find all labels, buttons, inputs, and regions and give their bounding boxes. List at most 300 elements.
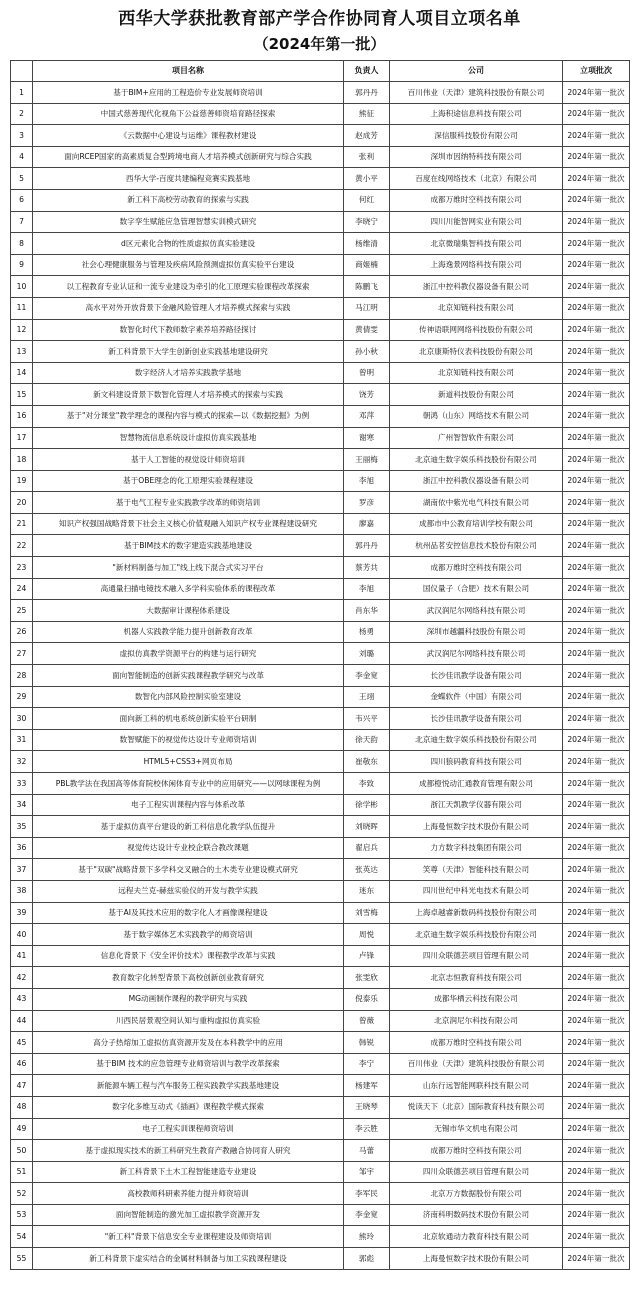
cell-project-name: 基于BIM 技术的应急管理专业师资培训与教学改革探索 — [33, 1053, 344, 1075]
table-row — [11, 837, 630, 859]
cell-project-name: 新工科背景下大学生创新创业实践基地建设研究 — [33, 341, 344, 363]
table-row — [11, 794, 630, 816]
cell-number: 40 — [11, 924, 33, 946]
cell-batch: 2024年第一批次 — [563, 751, 630, 773]
cell-number: 14 — [11, 362, 33, 384]
cell-batch: 2024年第一批次 — [563, 405, 630, 427]
cell-number: 3 — [11, 125, 33, 147]
cell-project-name: 基于"双碳"战略背景下多学科交叉融合的土木类专业建设模式研究 — [33, 859, 344, 881]
document-title: 西华大学获批教育部产学合作协同育人项目立项名单 — [118, 9, 521, 29]
table-row — [11, 686, 630, 708]
cell-batch: 2024年第一批次 — [563, 1226, 630, 1248]
cell-project-name: 基于虚拟仿真平台建设的新工科信息化教学队伍提升 — [33, 816, 344, 838]
cell-number: 21 — [11, 513, 33, 535]
cell-owner: 韩锐 — [344, 1032, 390, 1054]
cell-batch: 2024年第一批次 — [563, 362, 630, 384]
cell-company: 四川狼码教育科技有限公司 — [390, 751, 563, 773]
cell-company: 朝鸿（山东）网络技术有限公司 — [390, 405, 563, 427]
cell-company: 百度在线网络技术（北京）有限公司 — [390, 168, 563, 190]
cell-project-name: 基于人工智能的视觉设计师资培训 — [33, 449, 344, 471]
cell-project-name: "新材料制备与加工"线上线下混合式实习平台 — [33, 557, 344, 579]
cell-project-name: 机器人实践教学能力提升创新教育改革 — [33, 621, 344, 643]
cell-project-name: 新工科背景下虚实结合的金属材料制备与加工实践课程建设 — [33, 1248, 344, 1270]
cell-company: 济南科明数码技术股份有限公司 — [390, 1204, 563, 1226]
table-row — [11, 1118, 630, 1140]
table-row — [11, 967, 630, 989]
cell-owner: 李旭 — [344, 578, 390, 600]
header-batch: 立项批次 — [563, 61, 630, 82]
cell-owner: 刘晓晖 — [344, 816, 390, 838]
cell-number: 37 — [11, 859, 33, 881]
cell-batch: 2024年第一批次 — [563, 945, 630, 967]
cell-company: 北京万方数据股份有限公司 — [390, 1183, 563, 1205]
cell-batch: 2024年第一批次 — [563, 600, 630, 622]
cell-batch: 2024年第一批次 — [563, 557, 630, 579]
cell-number: 5 — [11, 168, 33, 190]
cell-company: 成都橙悦动汇通教育管理有限公司 — [390, 773, 563, 795]
cell-batch: 2024年第一批次 — [563, 82, 630, 104]
cell-project-name: d区元素化合物的性质虚拟仿真实验建设 — [33, 233, 344, 255]
cell-batch: 2024年第一批次 — [563, 880, 630, 902]
table-row — [11, 146, 630, 168]
cell-owner: 李金宽 — [344, 665, 390, 687]
table-row — [11, 1140, 630, 1162]
cell-number: 13 — [11, 341, 33, 363]
cell-owner: 李金宽 — [344, 1204, 390, 1226]
cell-company: 武汉润尼尔网络科技有限公司 — [390, 643, 563, 665]
cell-project-name: 川西民居景观空间认知与重构虚拟仿真实验 — [33, 1010, 344, 1032]
cell-number: 7 — [11, 211, 33, 233]
cell-project-name: MG动画制作课程的教学研究与实践 — [33, 988, 344, 1010]
table-row — [11, 1032, 630, 1054]
cell-number: 34 — [11, 794, 33, 816]
cell-batch: 2024年第一批次 — [563, 859, 630, 881]
cell-owner: 邓萍 — [344, 405, 390, 427]
table-row — [11, 988, 630, 1010]
cell-project-name: 新文科建设背景下数智化管理人才培养模式的探索与实践 — [33, 384, 344, 406]
cell-number: 23 — [11, 557, 33, 579]
cell-project-name: 基于BIM技术的数字建造实践基地建设 — [33, 535, 344, 557]
table-row — [11, 427, 630, 449]
cell-project-name: 西华大学-百度共建编程竞赛实践基地 — [33, 168, 344, 190]
cell-number: 41 — [11, 945, 33, 967]
cell-owner: 陈鹏飞 — [344, 276, 390, 298]
table-row — [11, 859, 630, 881]
cell-batch: 2024年第一批次 — [563, 125, 630, 147]
cell-number: 45 — [11, 1032, 33, 1054]
cell-batch: 2024年第一批次 — [563, 1096, 630, 1118]
cell-batch: 2024年第一批次 — [563, 384, 630, 406]
table-row — [11, 1075, 630, 1097]
cell-company: 百川伟业（天津）建筑科技股份有限公司 — [390, 82, 563, 104]
cell-project-name: 基于"对分课堂"教学理念的课程内容与模式的探索—以《数据挖掘》为例 — [33, 405, 344, 427]
cell-company: 悦读天下（北京）国际教育科技有限公司 — [390, 1096, 563, 1118]
cell-owner: 翟启兵 — [344, 837, 390, 859]
cell-project-name: 新工科背景下土木工程智能建造专业建设 — [33, 1161, 344, 1183]
cell-owner: 廖嘉 — [344, 513, 390, 535]
cell-batch: 2024年第一批次 — [563, 686, 630, 708]
cell-number: 44 — [11, 1010, 33, 1032]
cell-batch: 2024年第一批次 — [563, 492, 630, 514]
cell-owner: 郭彪 — [344, 1248, 390, 1270]
cell-batch: 2024年第一批次 — [563, 1032, 630, 1054]
cell-number: 25 — [11, 600, 33, 622]
cell-number: 29 — [11, 686, 33, 708]
cell-number: 52 — [11, 1183, 33, 1205]
cell-number: 47 — [11, 1075, 33, 1097]
cell-batch: 2024年第一批次 — [563, 146, 630, 168]
table-row — [11, 880, 630, 902]
table-row — [11, 816, 630, 838]
cell-owner: 徐学彬 — [344, 794, 390, 816]
cell-owner: 李晓宁 — [344, 211, 390, 233]
cell-number: 26 — [11, 621, 33, 643]
table-row — [11, 1248, 630, 1270]
table-row — [11, 1010, 630, 1032]
cell-company: 浙江天凯教学仪器有限公司 — [390, 794, 563, 816]
cell-owner: 王晓琴 — [344, 1096, 390, 1118]
cell-batch: 2024年第一批次 — [563, 1183, 630, 1205]
cell-batch: 2024年第一批次 — [563, 988, 630, 1010]
cell-project-name: "新工科"背景下信息安全专业课程建设及师资培训 — [33, 1226, 344, 1248]
cell-owner: 曾明 — [344, 362, 390, 384]
cell-number: 49 — [11, 1118, 33, 1140]
cell-number: 10 — [11, 276, 33, 298]
cell-project-name: 基于OBE理念的化工原理实验课程建设 — [33, 470, 344, 492]
table-row — [11, 1204, 630, 1226]
cell-company: 成都万维时空科技有限公司 — [390, 1140, 563, 1162]
cell-company: 上海曼恒数字技术股份有限公司 — [390, 1248, 563, 1270]
cell-owner: 蔡芳共 — [344, 557, 390, 579]
table-row — [11, 513, 630, 535]
header-project-name: 项目名称 — [33, 61, 344, 82]
cell-project-name: 社会心理健康服务与管理及疾病风险预测虚拟仿真实验平台建设 — [33, 254, 344, 276]
cell-number: 1 — [11, 82, 33, 104]
cell-company: 成都市中公教育培训学校有限公司 — [390, 513, 563, 535]
table-row — [11, 211, 630, 233]
cell-company: 深圳市因纳特科技有限公司 — [390, 146, 563, 168]
table-row — [11, 125, 630, 147]
cell-batch: 2024年第一批次 — [563, 729, 630, 751]
cell-number: 12 — [11, 319, 33, 341]
cell-company: 北京志恒教育科技有限公司 — [390, 967, 563, 989]
cell-batch: 2024年第一批次 — [563, 513, 630, 535]
table-row — [11, 103, 630, 125]
cell-company: 四川世纪中科光电技术有限公司 — [390, 880, 563, 902]
cell-number: 38 — [11, 880, 33, 902]
table-row — [11, 1183, 630, 1205]
cell-owner: 杨维清 — [344, 233, 390, 255]
cell-batch: 2024年第一批次 — [563, 794, 630, 816]
cell-company: 深信服科技股份有限公司 — [390, 125, 563, 147]
cell-batch: 2024年第一批次 — [563, 211, 630, 233]
cell-number: 8 — [11, 233, 33, 255]
cell-company: 长沙佳讯教学设备有限公司 — [390, 665, 563, 687]
table-row — [11, 535, 630, 557]
cell-company: 广州智智软件有限公司 — [390, 427, 563, 449]
cell-batch: 2024年第一批次 — [563, 967, 630, 989]
cell-owner: 罗彦 — [344, 492, 390, 514]
cell-owner: 韦兴平 — [344, 708, 390, 730]
cell-project-name: 数智赋能下的视觉传达设计专业师资培训 — [33, 729, 344, 751]
cell-batch: 2024年第一批次 — [563, 233, 630, 255]
cell-batch: 2024年第一批次 — [563, 319, 630, 341]
cell-number: 11 — [11, 297, 33, 319]
cell-project-name: 数字经济人才培养实践教学基地 — [33, 362, 344, 384]
cell-batch: 2024年第一批次 — [563, 254, 630, 276]
cell-batch: 2024年第一批次 — [563, 902, 630, 924]
cell-number: 2 — [11, 103, 33, 125]
table-row — [11, 82, 630, 104]
cell-owner: 马江明 — [344, 297, 390, 319]
table-row — [11, 254, 630, 276]
cell-number: 6 — [11, 189, 33, 211]
cell-owner: 徐天韵 — [344, 729, 390, 751]
cell-company: 北京微瑞集智科技有限公司 — [390, 233, 563, 255]
cell-batch: 2024年第一批次 — [563, 103, 630, 125]
cell-company: 长沙佳讯教学设备有限公司 — [390, 708, 563, 730]
cell-project-name: 数字孪生赋能应急管理智慧实训模式研究 — [33, 211, 344, 233]
cell-project-name: 教育数字化转型背景下高校创新创业教育研究 — [33, 967, 344, 989]
cell-owner: 李军民 — [344, 1183, 390, 1205]
cell-number: 24 — [11, 578, 33, 600]
cell-company: 浙江中控科教仪器设备有限公司 — [390, 470, 563, 492]
cell-owner: 郭丹丹 — [344, 82, 390, 104]
table-row — [11, 773, 630, 795]
cell-company: 上海逸景网络科技有限公司 — [390, 254, 563, 276]
cell-owner: 孙小秋 — [344, 341, 390, 363]
cell-number: 43 — [11, 988, 33, 1010]
cell-number: 30 — [11, 708, 33, 730]
cell-owner: 张英达 — [344, 859, 390, 881]
cell-number: 9 — [11, 254, 33, 276]
table-row — [11, 276, 630, 298]
cell-company: 北京知链科技有限公司 — [390, 297, 563, 319]
cell-company: 北京软通动力教育科技有限公司 — [390, 1226, 563, 1248]
cell-number: 28 — [11, 665, 33, 687]
cell-project-name: 高校教师科研素养能力提升师资培训 — [33, 1183, 344, 1205]
cell-batch: 2024年第一批次 — [563, 449, 630, 471]
table-row — [11, 189, 630, 211]
cell-company: 上海曼恒数字技术股份有限公司 — [390, 816, 563, 838]
cell-company: 传神语联网网络科技股份有限公司 — [390, 319, 563, 341]
table-row — [11, 643, 630, 665]
cell-project-name: 视觉传达设计专业校企联合教改课题 — [33, 837, 344, 859]
cell-owner: 何红 — [344, 189, 390, 211]
cell-owner: 李宁 — [344, 1053, 390, 1075]
cell-project-name: 面向智能制造的创新实践课程教学研究与改革 — [33, 665, 344, 687]
cell-company: 北京迪生数字娱乐科技股份有限公司 — [390, 924, 563, 946]
cell-company: 北京迪生数字娱乐科技股份有限公司 — [390, 729, 563, 751]
cell-number: 32 — [11, 751, 33, 773]
cell-batch: 2024年第一批次 — [563, 1140, 630, 1162]
cell-project-name: 基于AI及其技术应用的数字化人才画像课程建设 — [33, 902, 344, 924]
cell-number: 17 — [11, 427, 33, 449]
cell-owner: 李致 — [344, 773, 390, 795]
table-row — [11, 405, 630, 427]
cell-owner: 熊玲 — [344, 1226, 390, 1248]
cell-owner: 黄倩雯 — [344, 319, 390, 341]
cell-batch: 2024年第一批次 — [563, 189, 630, 211]
cell-owner: 王翊 — [344, 686, 390, 708]
cell-project-name: 基于虚拟现实技术的新工科研究生教育产教融合协同育人研究 — [33, 1140, 344, 1162]
cell-project-name: 面向新工科的机电系统创新实验平台研制 — [33, 708, 344, 730]
table-row — [11, 557, 630, 579]
cell-owner: 张雯欣 — [344, 967, 390, 989]
cell-batch: 2024年第一批次 — [563, 168, 630, 190]
cell-project-name: 基于电气工程专业实践教学改革的师资培训 — [33, 492, 344, 514]
cell-project-name: 高通量扫描电镜技术融入多学科实验体系的课程改革 — [33, 578, 344, 600]
cell-number: 48 — [11, 1096, 33, 1118]
cell-number: 20 — [11, 492, 33, 514]
cell-batch: 2024年第一批次 — [563, 837, 630, 859]
table-row — [11, 449, 630, 471]
cell-company: 新道科技股份有限公司 — [390, 384, 563, 406]
cell-owner: 曾薇 — [344, 1010, 390, 1032]
cell-company: 成都万维时空科技有限公司 — [390, 1032, 563, 1054]
cell-number: 19 — [11, 470, 33, 492]
table-row — [11, 665, 630, 687]
cell-company: 无锡市华文机电有限公司 — [390, 1118, 563, 1140]
table-row — [11, 902, 630, 924]
cell-owner: 王丽梅 — [344, 449, 390, 471]
header-owner: 负责人 — [344, 61, 390, 82]
cell-project-name: 新能源车辆工程与汽车服务工程实践教学实践基地建设 — [33, 1075, 344, 1097]
cell-batch: 2024年第一批次 — [563, 1075, 630, 1097]
cell-owner: 周悦 — [344, 924, 390, 946]
cell-company: 成都万维时空科技有限公司 — [390, 557, 563, 579]
cell-owner: 倪泰乐 — [344, 988, 390, 1010]
table-row — [11, 470, 630, 492]
table-row — [11, 492, 630, 514]
cell-project-name: 电子工程实训课程内容与体系改革 — [33, 794, 344, 816]
cell-company: 北京康斯特仪表科技股份有限公司 — [390, 341, 563, 363]
cell-batch: 2024年第一批次 — [563, 578, 630, 600]
cell-owner: 李旭 — [344, 470, 390, 492]
cell-batch: 2024年第一批次 — [563, 924, 630, 946]
cell-number: 51 — [11, 1161, 33, 1183]
table-row — [11, 168, 630, 190]
cell-owner: 黄小平 — [344, 168, 390, 190]
cell-owner: 谢寒 — [344, 427, 390, 449]
project-table — [10, 60, 630, 1270]
cell-number: 22 — [11, 535, 33, 557]
cell-batch: 2024年第一批次 — [563, 816, 630, 838]
cell-number: 4 — [11, 146, 33, 168]
cell-number: 50 — [11, 1140, 33, 1162]
cell-number: 16 — [11, 405, 33, 427]
cell-project-name: 中国式慈善现代化视角下公益慈善师资培育路径探索 — [33, 103, 344, 125]
cell-company: 杭州品茗安控信息技术股份有限公司 — [390, 535, 563, 557]
cell-company: 笑尊（天津）智能科技有限公司 — [390, 859, 563, 881]
cell-owner: 刘璐 — [344, 643, 390, 665]
table-row — [11, 600, 630, 622]
table-row — [11, 578, 630, 600]
cell-company: 山东行远智能网联科技有限公司 — [390, 1075, 563, 1097]
cell-company: 四川川能智网实业有限公司 — [390, 211, 563, 233]
cell-project-name: 基于BIM+应用的工程造价专业发展师资培训 — [33, 82, 344, 104]
cell-owner: 郭丹丹 — [344, 535, 390, 557]
cell-project-name: 面向RCEP国家的高素质复合型跨境电商人才培养模式创新研究与综合实践 — [33, 146, 344, 168]
cell-owner: 肖东华 — [344, 600, 390, 622]
cell-owner: 邹宇 — [344, 1161, 390, 1183]
cell-batch: 2024年第一批次 — [563, 1010, 630, 1032]
cell-project-name: HTML5+CSS3+网页布局 — [33, 751, 344, 773]
table-row — [11, 621, 630, 643]
cell-company: 成都万维时空科技有限公司 — [390, 189, 563, 211]
cell-project-name: 数智化内部风险控制实验室建设 — [33, 686, 344, 708]
cell-owner: 杨勇 — [344, 621, 390, 643]
cell-batch: 2024年第一批次 — [563, 1118, 630, 1140]
cell-batch: 2024年第一批次 — [563, 1161, 630, 1183]
cell-project-name: 智慧物流信息系统设计虚拟仿真实践基地 — [33, 427, 344, 449]
table-row — [11, 1161, 630, 1183]
table-row — [11, 319, 630, 341]
cell-owner: 李云胜 — [344, 1118, 390, 1140]
cell-batch: 2024年第一批次 — [563, 535, 630, 557]
cell-company: 成都华栖云科技有限公司 — [390, 988, 563, 1010]
header-company: 公司 — [390, 61, 563, 82]
cell-company: 力方数字科技集团有限公司 — [390, 837, 563, 859]
table-row — [11, 924, 630, 946]
cell-project-name: 知识产权强国战略背景下社会主义核心价值观融入知识产权专业课程建设研究 — [33, 513, 344, 535]
cell-number: 15 — [11, 384, 33, 406]
header-number — [11, 61, 33, 82]
table-row — [11, 233, 630, 255]
cell-company: 百川伟业（天津）建筑科技股份有限公司 — [390, 1053, 563, 1075]
cell-company: 武汉润尼尔网络科技有限公司 — [390, 600, 563, 622]
cell-company: 北京知链科技有限公司 — [390, 362, 563, 384]
cell-number: 33 — [11, 773, 33, 795]
table-row — [11, 384, 630, 406]
table-row — [11, 297, 630, 319]
table-header-row — [11, 61, 630, 82]
cell-company: 湖南依中紫光电气科技有限公司 — [390, 492, 563, 514]
cell-batch: 2024年第一批次 — [563, 773, 630, 795]
cell-project-name: 数字化多维互动式《插画》课程教学模式探索 — [33, 1096, 344, 1118]
cell-project-name: 高分子热熔加工虚拟仿真资源开发及在本科教学中的应用 — [33, 1032, 344, 1054]
cell-batch: 2024年第一批次 — [563, 1248, 630, 1270]
cell-project-name: 大数据审计课程体系建设 — [33, 600, 344, 622]
cell-number: 54 — [11, 1226, 33, 1248]
cell-batch: 2024年第一批次 — [563, 708, 630, 730]
cell-number: 39 — [11, 902, 33, 924]
cell-project-name: 虚拟仿真教学资源平台的构建与运行研究 — [33, 643, 344, 665]
table-row — [11, 1053, 630, 1075]
document-subtitle: （2024年第一批） — [253, 35, 386, 53]
cell-company: 浙江中控科教仪器设备有限公司 — [390, 276, 563, 298]
cell-owner: 刘雪梅 — [344, 902, 390, 924]
cell-project-name: 基于数字媒体艺术实践教学的师资培训 — [33, 924, 344, 946]
cell-project-name: 高水平对外开放背景下金融风险管理人才培养模式探索与实践 — [33, 297, 344, 319]
cell-company: 四川众联德芸项目管理有限公司 — [390, 945, 563, 967]
cell-number: 53 — [11, 1204, 33, 1226]
cell-project-name: 电子工程实训课程师资培训 — [33, 1118, 344, 1140]
cell-number: 36 — [11, 837, 33, 859]
cell-batch: 2024年第一批次 — [563, 1053, 630, 1075]
cell-company: 北京润尼尔科技有限公司 — [390, 1010, 563, 1032]
cell-number: 35 — [11, 816, 33, 838]
cell-number: 18 — [11, 449, 33, 471]
cell-project-name: 远程夫兰克-赫兹实验仪的开发与教学实践 — [33, 880, 344, 902]
cell-number: 46 — [11, 1053, 33, 1075]
cell-project-name: 数智化时代下教师数字素养培养路径探讨 — [33, 319, 344, 341]
cell-owner: 熊征 — [344, 103, 390, 125]
cell-company: 国仪量子（合肥）技术有限公司 — [390, 578, 563, 600]
table-row — [11, 341, 630, 363]
cell-owner: 马蕾 — [344, 1140, 390, 1162]
cell-batch: 2024年第一批次 — [563, 643, 630, 665]
